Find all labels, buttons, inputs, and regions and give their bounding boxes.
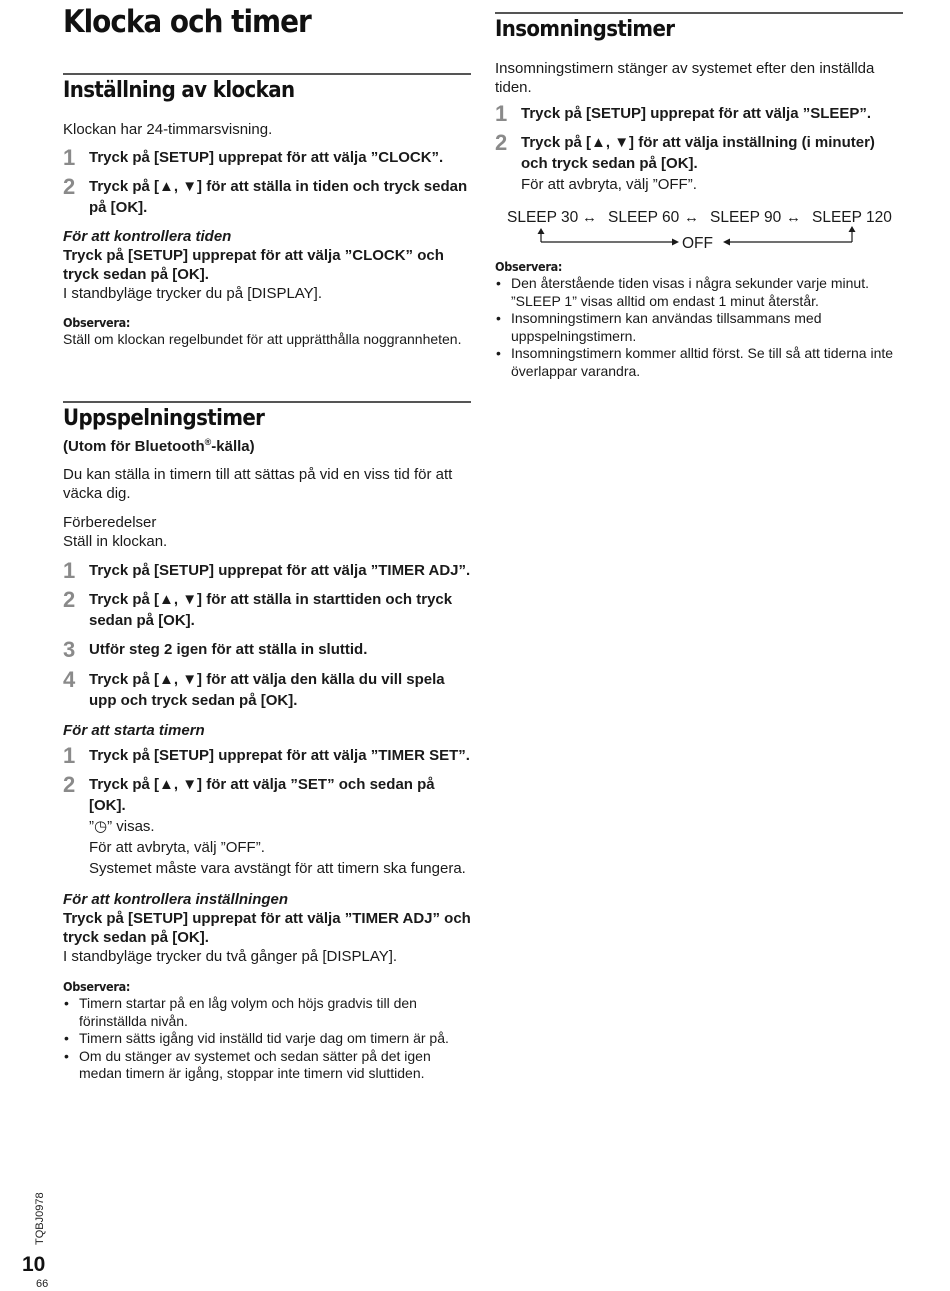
play-step-1: [63, 560, 471, 581]
note-item: • Insomningstimern kan användas tillsammans med uppspelningstimern.: [495, 310, 903, 345]
play-timer-subtitle: [63, 433, 471, 456]
play-step-4: [63, 669, 471, 711]
step-body: [521, 132, 903, 195]
start-step-2: [63, 774, 471, 879]
play-step-3: [63, 639, 471, 660]
clock-check-instruction: Tryck på [SETUP] upprepat för att välja ”CLOCK” och tryck sedan på [OK].: [63, 247, 444, 283]
sleep-notes-list: [495, 275, 903, 380]
step-number: 3: [63, 637, 76, 662]
step-number: 1: [495, 101, 508, 126]
prep-heading: Förberedelser: [63, 514, 157, 531]
play-notes-list: [63, 995, 471, 1083]
step-body: [89, 774, 471, 879]
double-arrow-icon: ↔: [786, 209, 801, 226]
sleep-60-label: SLEEP 60: [608, 209, 680, 226]
page-title: Klocka och timer: [63, 4, 311, 40]
system-off-text: Systemet måste vara avstängt för att timern ska fungera.: [89, 860, 466, 877]
play-step-2: [63, 589, 471, 631]
clock-note-text: Ställ om klockan regelbundet för att upprätthålla noggrannheten.: [63, 331, 462, 347]
clock-step-1: [63, 147, 471, 168]
note-item: • Insomningstimern kommer alltid först. Se till så att tiderna inte överlappar varandra.: [495, 345, 903, 380]
sleep-timer-section: [495, 12, 903, 195]
note-item: • Timern startar på en låg volym och höjs gradvis till den förinställda nivån.: [63, 995, 471, 1030]
sleep-note-heading: Observera:: [495, 259, 563, 274]
check-setting-heading: För att kontrollera inställningen: [63, 891, 289, 908]
step-number: 2: [63, 174, 76, 199]
cancel-text: För att avbryta, välj ”OFF”.: [89, 839, 265, 856]
step-number: 2: [63, 772, 76, 797]
timer-icon-shown-text: ”◷” visas.: [89, 818, 155, 835]
clock-section-title: Inställning av klockan: [63, 78, 295, 103]
play-timer-title: Uppspelningstimer: [63, 406, 265, 431]
step-text: Tryck på [SETUP] upprepat för att välja ”TIMER ADJ”.: [89, 562, 471, 579]
double-arrow-icon: ↔: [582, 209, 597, 226]
play-timer-intro: Du kan ställa in timern till att sättas på vid en viss tid för att väcka dig.: [63, 466, 453, 502]
check-setting-instruction: Tryck på [SETUP] upprepat för att välja ”TIMER ADJ” och tryck sedan på [OK].: [63, 910, 471, 946]
sleep-90-label: SLEEP 90: [710, 209, 782, 226]
step-number: 1: [63, 145, 76, 170]
step-text: Tryck på [SETUP] upprepat för att välja ”CLOCK”.: [89, 149, 444, 166]
check-setting-standby: I standbyläge trycker du två gånger på [DISPLAY].: [63, 948, 398, 965]
step-text: Tryck på [▲, ▼] för att välja ”SET” och sedan på [OK].: [89, 776, 435, 814]
sleep-120-label: SLEEP 120: [812, 209, 892, 226]
play-timer-section: [63, 401, 471, 1083]
sleep-step-2: [495, 132, 903, 195]
step-text: Tryck på [▲, ▼] för att välja inställning (i minuter) och tryck sedan på [OK].: [521, 134, 875, 172]
loop-arrows-icon: [495, 204, 903, 256]
note-item: • Den återstående tiden visas i några sekunder varje minut. ”SLEEP 1” visas alltid om endast 1 minut återstår.: [495, 275, 903, 310]
clock-intro: Klockan har 24-timmarsvisning.: [63, 121, 273, 138]
step-text: Utför steg 2 igen för att ställa in sluttid.: [89, 641, 368, 658]
step-text: Tryck på [▲, ▼] för att ställa in tiden och tryck sedan på [OK].: [89, 178, 468, 216]
clock-check-standby: I standbyläge trycker du på [DISPLAY].: [63, 285, 323, 302]
step-number: 1: [63, 743, 76, 768]
prep-text: Ställ in klockan.: [63, 533, 168, 550]
clock-note-heading: Observera:: [63, 315, 131, 330]
cancel-text: För att avbryta, välj ”OFF”.: [521, 176, 697, 193]
play-note-heading: Observera:: [63, 979, 131, 994]
step-number: 1: [63, 558, 76, 583]
step-number: 2: [63, 587, 76, 612]
step-text: Tryck på [SETUP] upprepat för att välja ”TIMER SET”.: [89, 747, 470, 764]
document-code: TQBJ0978: [34, 1192, 46, 1245]
step-text: Tryck på [▲, ▼] för att välja den källa du vill spela upp och tryck sedan på [OK].: [89, 671, 445, 709]
start-step-1: [63, 745, 471, 766]
clock-section: [63, 73, 471, 349]
sleep-cycle-diagram: [495, 204, 903, 256]
step-text: Tryck på [▲, ▼] för att ställa in starttiden och tryck sedan på [OK].: [89, 591, 453, 629]
clock-check-heading: För att kontrollera tiden: [63, 228, 232, 245]
page-sub-number: 66: [36, 1278, 49, 1290]
sleep-timer-title: Insomningstimer: [495, 17, 675, 42]
subtitle-text: (Utom för Bluetooth: [63, 438, 205, 455]
step-number: 2: [495, 130, 508, 155]
step-number: 4: [63, 667, 76, 692]
sleep-step-1: [495, 103, 903, 124]
note-item: • Om du stänger av systemet och sedan sätter på det igen medan timern är igång, stoppar inte timern vid sluttiden.: [63, 1048, 471, 1083]
step-text: Tryck på [SETUP] upprepat för att välja ”SLEEP”.: [521, 105, 872, 122]
start-timer-heading: För att starta timern: [63, 722, 205, 739]
off-label: OFF: [682, 235, 713, 252]
double-arrow-icon: ↔: [684, 209, 699, 226]
subtitle-text: -källa): [211, 438, 255, 455]
page-number: 10: [22, 1253, 46, 1276]
sleep-30-label: SLEEP 30: [507, 209, 579, 226]
registered-mark: ®: [204, 437, 212, 447]
sleep-timer-intro: Insomningstimern stänger av systemet efter den inställda tiden.: [495, 60, 875, 96]
note-item: • Timern sätts igång vid inställd tid varje dag om timern är på.: [63, 1030, 471, 1048]
sleep-notes-section: [495, 259, 903, 380]
clock-step-2: [63, 176, 471, 218]
